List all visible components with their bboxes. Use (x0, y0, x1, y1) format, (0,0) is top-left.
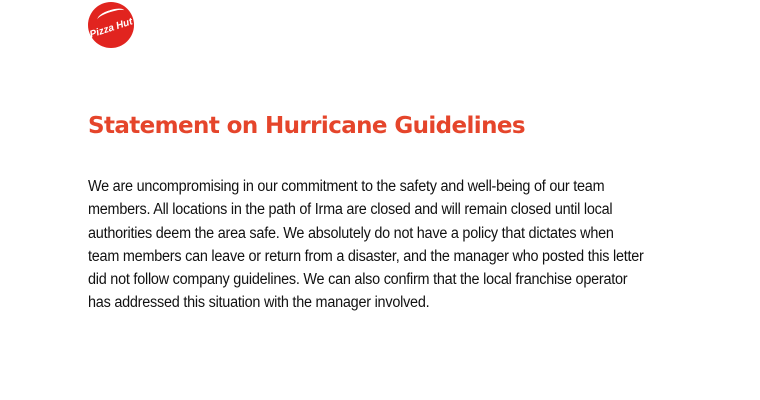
page-title: Statement on Hurricane Guidelines (88, 113, 525, 139)
statement-body: We are uncompromising in our commitment to the safety and well-being of our team members. All locations in the path of Irma are closed and will remain closed until local authorities deem the area safe. We absolutely do not have a policy that dictates when team members can leave or return from a disaster, and the manager who posted this letter did not follow company guidelines. We can also confirm that the local franchise operator has addressed this situation with the manager involved. (88, 178, 644, 312)
logo-text: Pizza Hut (88, 15, 134, 41)
pizza-hut-logo (88, 2, 134, 48)
